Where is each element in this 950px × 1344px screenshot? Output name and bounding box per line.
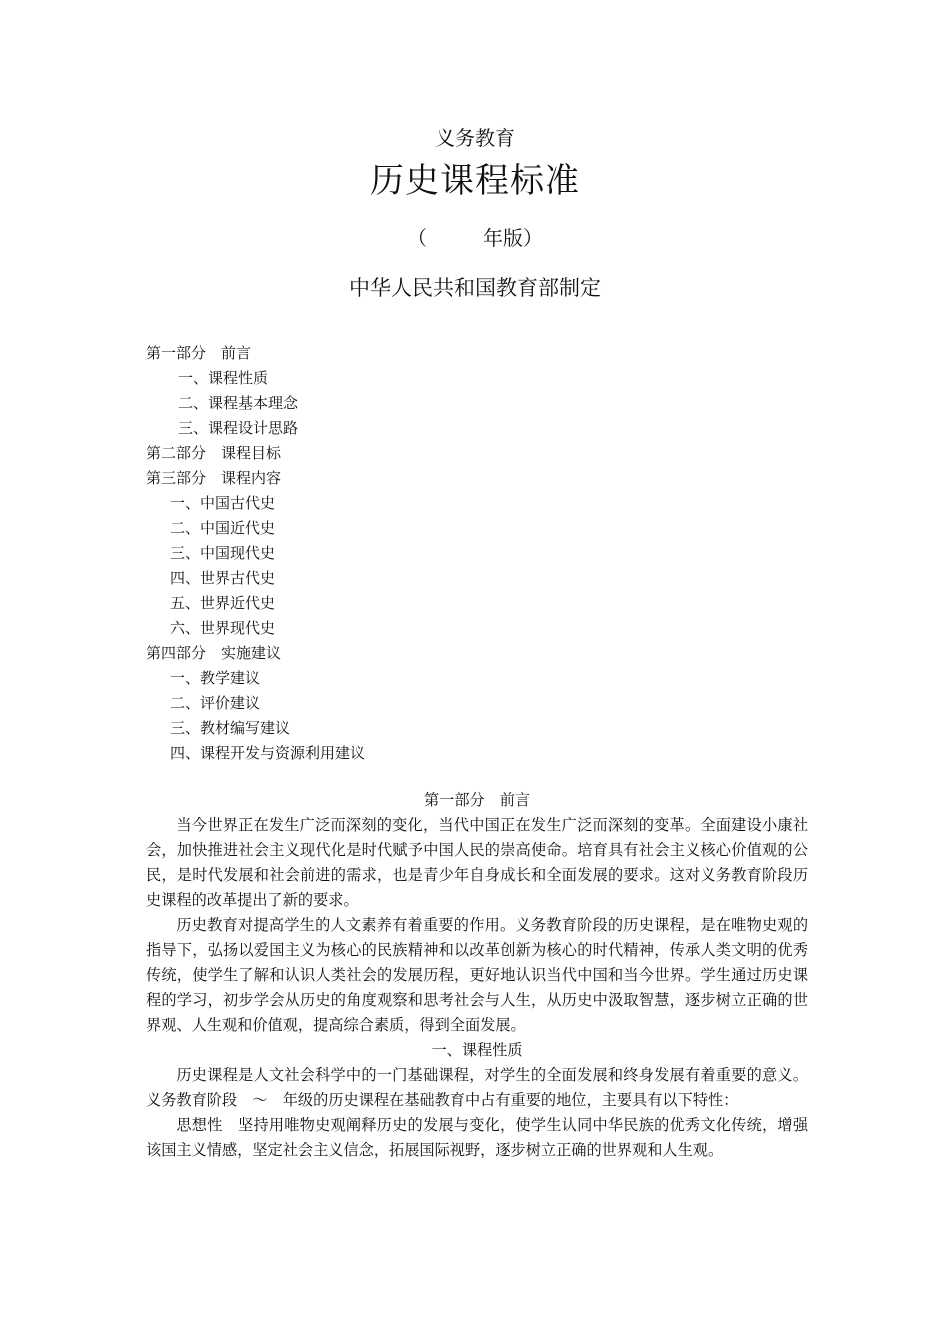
toc-item: 一、教学建议	[170, 669, 261, 687]
edition-open-paren: （	[407, 226, 427, 250]
toc-part-3: 第三部分 课程内容	[146, 469, 282, 487]
subsection-heading: 一、课程性质	[431, 1041, 523, 1059]
toc-item: 三、中国现代史	[170, 544, 276, 562]
toc-item: 二、评价建议	[170, 694, 261, 712]
toc-item: 四、世界古代史	[170, 569, 276, 587]
table-of-contents	[146, 341, 806, 766]
body-paragraph: 当今世界正在发生广泛而深刻的变化，当代中国正在发生广泛而深刻的变革。全面建设小康社会，加快推进社会主义现代化是时代赋予中国人民的崇高使命。培育具有社会主义核心价值观的公民，是时代发展和社会前进的需求，也是青少年自身成长和全面发展的要求。这对义务教育阶段历史课程的改革提出了新的要求。	[146, 816, 808, 909]
body-paragraph: 历史教育对提高学生的人文素养有着重要的作用。义务教育阶段的历史课程，是在唯物史观的指导下，弘扬以爱国主义为核心的民族精神和以改革创新为核心的时代精神，传承人类文明的优秀传统，使学生了解和认识人类社会的发展历程，更好地认识当代中国和当今世界。学生通过历史课程的学习，初步学会从历史的角度观察和思考社会与人生，从历史中汲取智慧，逐步树立正确的世界观、人生观和价值观，提高综合素质，得到全面发展。	[146, 916, 808, 1034]
toc-item: 二、课程基本理念	[178, 394, 299, 412]
edition-label: 年版）	[483, 226, 543, 250]
toc-item: 二、中国近代史	[170, 519, 276, 537]
body-paragraph: 思想性 坚持用唯物史观阐释历史的发展与变化，使学生认同中华民族的优秀文化传统，增强该国主义情感，坚定社会主义信念，拓展国际视野，逐步树立正确的世界观和人生观。	[146, 1116, 808, 1159]
edition-line	[0, 222, 950, 251]
toc-item: 四、课程开发与资源利用建议	[170, 744, 366, 762]
toc-item: 三、课程设计思路	[178, 419, 299, 437]
toc-item: 一、中国古代史	[170, 494, 276, 512]
toc-part-1: 第一部分 前言	[146, 344, 252, 362]
toc-item: 五、世界近代史	[170, 594, 276, 612]
document-body	[146, 788, 808, 1163]
issuer-line: 中华人民共和国教育部制定	[349, 276, 601, 300]
toc-item: 六、世界现代史	[170, 619, 276, 637]
section-heading: 第一部分 前言	[423, 791, 531, 809]
body-paragraph: 历史课程是人文社会科学中的一门基础课程，对学生的全面发展和终身发展有着重要的意义。义务教育阶段 ～ 年级的历史课程在基础教育中占有重要的地位，主要具有以下特性：	[146, 1066, 808, 1109]
toc-part-4: 第四部分 实施建议	[146, 644, 282, 662]
document-title: 历史课程标准	[370, 161, 580, 201]
document-subtitle: 义务教育	[435, 126, 515, 150]
toc-part-2: 第二部分 课程目标	[146, 444, 282, 462]
toc-item: 一、课程性质	[178, 369, 269, 387]
toc-item: 三、教材编写建议	[170, 719, 291, 737]
